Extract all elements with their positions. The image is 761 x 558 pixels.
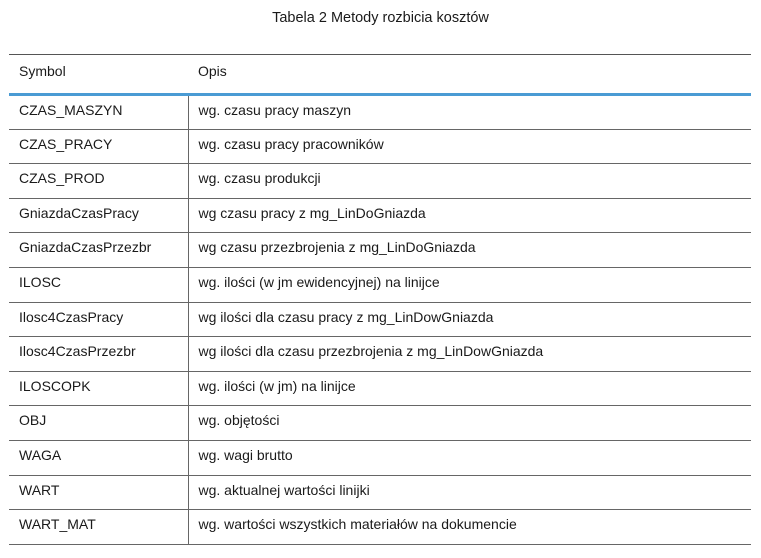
cell-symbol: WART [9, 475, 188, 510]
cell-opis: wg. ilości (w jm ewidencyjnej) na linijce [188, 267, 751, 302]
header-symbol: Symbol [9, 55, 188, 95]
table-caption: Tabela 2 Metody rozbicia kosztów [272, 10, 489, 26]
cell-opis: wg czasu przezbrojenia z mg_LinDoGniazda [188, 233, 751, 268]
cell-symbol: WART_MAT [9, 510, 188, 545]
cell-symbol: Ilosc4CzasPracy [9, 302, 188, 337]
table-row [9, 371, 751, 406]
cell-opis: wg ilości dla czasu pracy z mg_LinDowGniazda [188, 302, 751, 337]
table-row [9, 129, 751, 164]
table-row [9, 267, 751, 302]
cell-symbol: CZAS_MASZYN [9, 95, 188, 130]
table-row [9, 164, 751, 199]
cell-symbol: WAGA [9, 440, 188, 475]
cell-opis: wg. czasu produkcji [188, 164, 751, 199]
cell-opis: wg. objętości [188, 406, 751, 441]
cell-opis: wg. czasu pracy maszyn [188, 95, 751, 130]
cost-methods-table [9, 54, 751, 545]
cost-methods-table-container [9, 54, 751, 545]
cell-symbol: ILOSC [9, 267, 188, 302]
table-row [9, 233, 751, 268]
table-row [9, 95, 751, 130]
cell-symbol: GniazdaCzasPrzezbr [9, 233, 188, 268]
cell-symbol: OBJ [9, 406, 188, 441]
cell-symbol: ILOSCOPK [9, 371, 188, 406]
cell-symbol: CZAS_PROD [9, 164, 188, 199]
cell-opis: wg. ilości (w jm) na linijce [188, 371, 751, 406]
table-row [9, 475, 751, 510]
table-body [9, 95, 751, 545]
cell-opis: wg czasu pracy z mg_LinDoGniazda [188, 198, 751, 233]
table-header [9, 55, 751, 95]
cell-opis: wg ilości dla czasu przezbrojenia z mg_LinDowGniazda [188, 337, 751, 372]
cell-opis: wg. aktualnej wartości linijki [188, 475, 751, 510]
cell-opis: wg. wagi brutto [188, 440, 751, 475]
cell-opis: wg. czasu pracy pracowników [188, 129, 751, 164]
table-row [9, 406, 751, 441]
table-row [9, 302, 751, 337]
cell-symbol: CZAS_PRACY [9, 129, 188, 164]
table-row [9, 440, 751, 475]
table-row [9, 198, 751, 233]
header-opis: Opis [188, 55, 751, 95]
cell-symbol: Ilosc4CzasPrzezbr [9, 337, 188, 372]
table-row [9, 510, 751, 545]
cell-opis: wg. wartości wszystkich materiałów na dokumencie [188, 510, 751, 545]
cell-symbol: GniazdaCzasPracy [9, 198, 188, 233]
header-row [9, 55, 751, 95]
table-row [9, 337, 751, 372]
